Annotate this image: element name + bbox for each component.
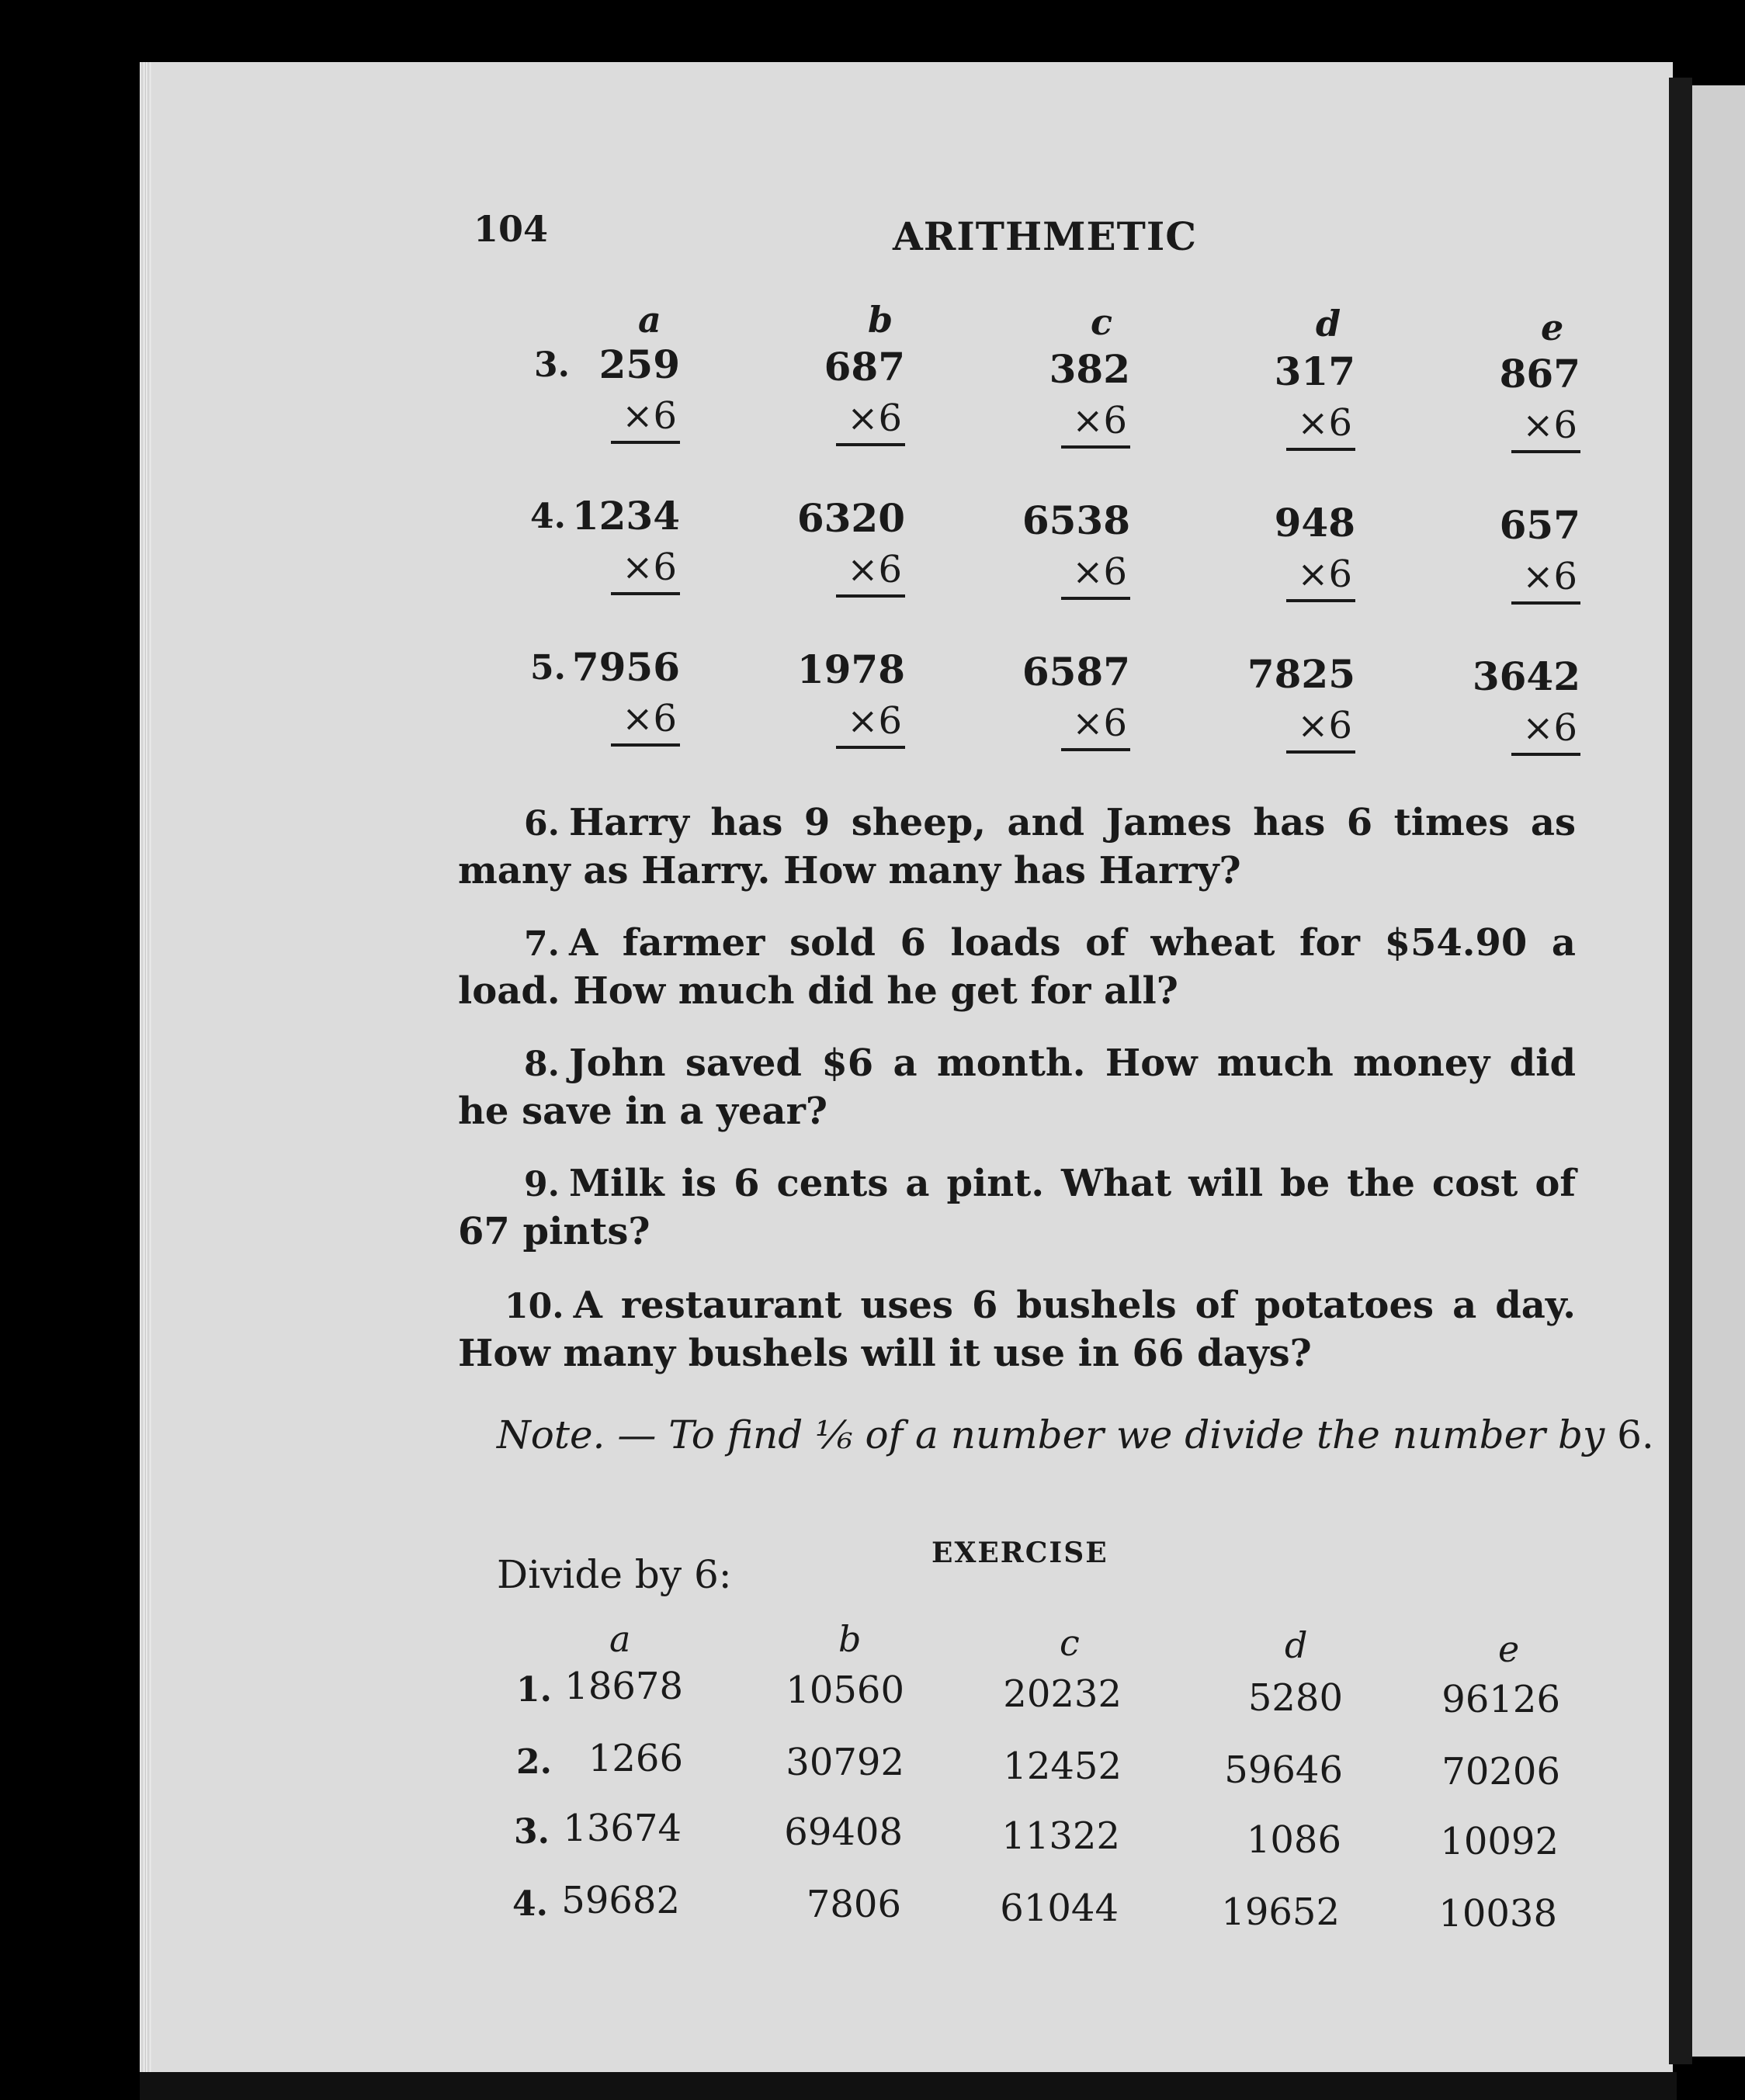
exercise-value: 10560: [786, 1669, 904, 1712]
exercise-row-number: 2.: [516, 1742, 552, 1782]
mult-value: 948: [1274, 500, 1355, 546]
page-number: 104: [474, 208, 549, 250]
word-problem: [458, 920, 1576, 1014]
exercise-value: 96126: [1441, 1678, 1560, 1721]
exercise-column-label-b: b: [838, 1618, 862, 1660]
problem-number: 8.: [524, 1045, 560, 1084]
problem-text: Milk is 6 cents a pint. What will be the cost of 67 pints?: [458, 1162, 1576, 1253]
note-divisor: 6.: [1617, 1412, 1654, 1457]
word-problem: [458, 1040, 1576, 1135]
multiplier: ×6: [750, 699, 905, 749]
mult-row-number: 5.: [530, 648, 566, 688]
exercise-value: 7806: [806, 1883, 901, 1926]
exercise-value: 59682: [561, 1879, 680, 1922]
exercise-value: 61044: [1000, 1887, 1119, 1930]
multiplier: ×6: [975, 399, 1130, 449]
multiplier: ×6: [975, 550, 1130, 600]
exercise-value: 1086: [1246, 1818, 1341, 1862]
book-gutter: [1669, 78, 1692, 2064]
multiplier: ×6: [1425, 404, 1580, 453]
multiplier: ×6: [1200, 401, 1355, 451]
multiplier: ×6: [525, 697, 680, 747]
mult-value: 3642: [1472, 653, 1580, 699]
exercise-column-label-e: e: [1498, 1628, 1520, 1670]
exercise-instruction: Divide by 6:: [497, 1552, 732, 1597]
bottom-shadow: [140, 2072, 1677, 2100]
note: [497, 1412, 1654, 1457]
column-label-d: d: [1316, 303, 1341, 345]
column-label-a: a: [638, 299, 661, 341]
column-label-e: e: [1541, 307, 1564, 348]
exercise-value: 30792: [786, 1741, 904, 1784]
exercise-value: 1266: [588, 1737, 683, 1780]
exercise-value: 20232: [1003, 1672, 1122, 1716]
multiplier: ×6: [525, 546, 680, 595]
mult-row-number: 3.: [534, 345, 570, 385]
mult-value: 6538: [1022, 497, 1130, 543]
multiplier: ×6: [1200, 553, 1355, 602]
column-label-b: b: [868, 299, 893, 341]
multiplier: ×6: [1425, 706, 1580, 756]
mult-value: 382: [1049, 346, 1130, 392]
mult-value: 7956: [571, 644, 680, 690]
multiplier: ×6: [750, 397, 905, 446]
running-title: ARITHMETIC: [893, 213, 1198, 259]
note-text-after: of a number we divide the number by: [865, 1412, 1605, 1457]
problem-text: A restaurant uses 6 bushels of potatoes a day. How many bushels will it use in 66 days?: [458, 1284, 1576, 1375]
mult-row-number: 4.: [530, 497, 566, 536]
multiplier: ×6: [1425, 555, 1580, 605]
mult-value: 7825: [1247, 651, 1355, 697]
exercise-value: 10092: [1440, 1820, 1559, 1863]
mult-value: 1978: [796, 646, 905, 692]
exercise-value: 10038: [1438, 1892, 1557, 1935]
multiplier: ×6: [975, 702, 1130, 751]
mult-value: 867: [1499, 351, 1580, 397]
exercise-value: 5280: [1247, 1676, 1343, 1720]
mult-value: 317: [1274, 348, 1355, 394]
multiplier: ×6: [1200, 704, 1355, 754]
exercise-value: 69408: [784, 1811, 903, 1854]
problem-number: 7.: [524, 924, 560, 964]
note-text-before: To find: [668, 1412, 803, 1457]
problem-text: A farmer sold 6 loads of wheat for $54.90 a load. How much did he get for all?: [458, 921, 1576, 1013]
mult-value: 687: [824, 344, 905, 390]
exercise-value: 11322: [1001, 1814, 1120, 1858]
column-label-c: c: [1091, 301, 1113, 343]
exercise-column-label-a: a: [609, 1618, 631, 1660]
facing-page-edge: [1692, 85, 1745, 2057]
exercise-row-number: 3.: [514, 1812, 550, 1852]
mult-value: 6320: [796, 495, 905, 541]
note-fraction: ⅙: [815, 1412, 853, 1457]
mult-value: 1234: [571, 493, 680, 539]
problem-text: Harry has 9 sheep, and James has 6 times as many as Harry. How many has Harry?: [458, 801, 1576, 892]
exercise-row-number: 4.: [512, 1884, 548, 1924]
multiplier: ×6: [750, 548, 905, 598]
problem-text: John saved $6 a month. How much money did he save in a year?: [458, 1041, 1576, 1133]
problem-number: 6.: [524, 804, 560, 844]
mult-value: 259: [598, 341, 680, 387]
exercise-column-label-c: c: [1060, 1622, 1080, 1664]
mult-value: 657: [1499, 502, 1580, 548]
word-problem: [458, 1160, 1576, 1255]
exercise-row-number: 1.: [516, 1670, 552, 1710]
exercise-value: 70206: [1441, 1750, 1560, 1793]
mult-value: 6587: [1022, 649, 1130, 695]
exercise-value: 59646: [1224, 1748, 1343, 1792]
exercise-title: EXERCISE: [931, 1537, 1108, 1569]
problem-number: 9.: [524, 1165, 560, 1204]
exercise-value: 12452: [1003, 1745, 1122, 1788]
exercise-value: 13674: [563, 1807, 682, 1850]
problem-number: 10.: [505, 1287, 564, 1326]
word-problem: [458, 799, 1576, 894]
note-label: Note. —: [497, 1412, 657, 1457]
word-problem: [458, 1282, 1576, 1377]
exercise-value: 18678: [564, 1665, 683, 1708]
exercise-value: 19652: [1221, 1890, 1340, 1934]
exercise-column-label-d: d: [1285, 1624, 1308, 1666]
multiplier: ×6: [525, 394, 680, 444]
